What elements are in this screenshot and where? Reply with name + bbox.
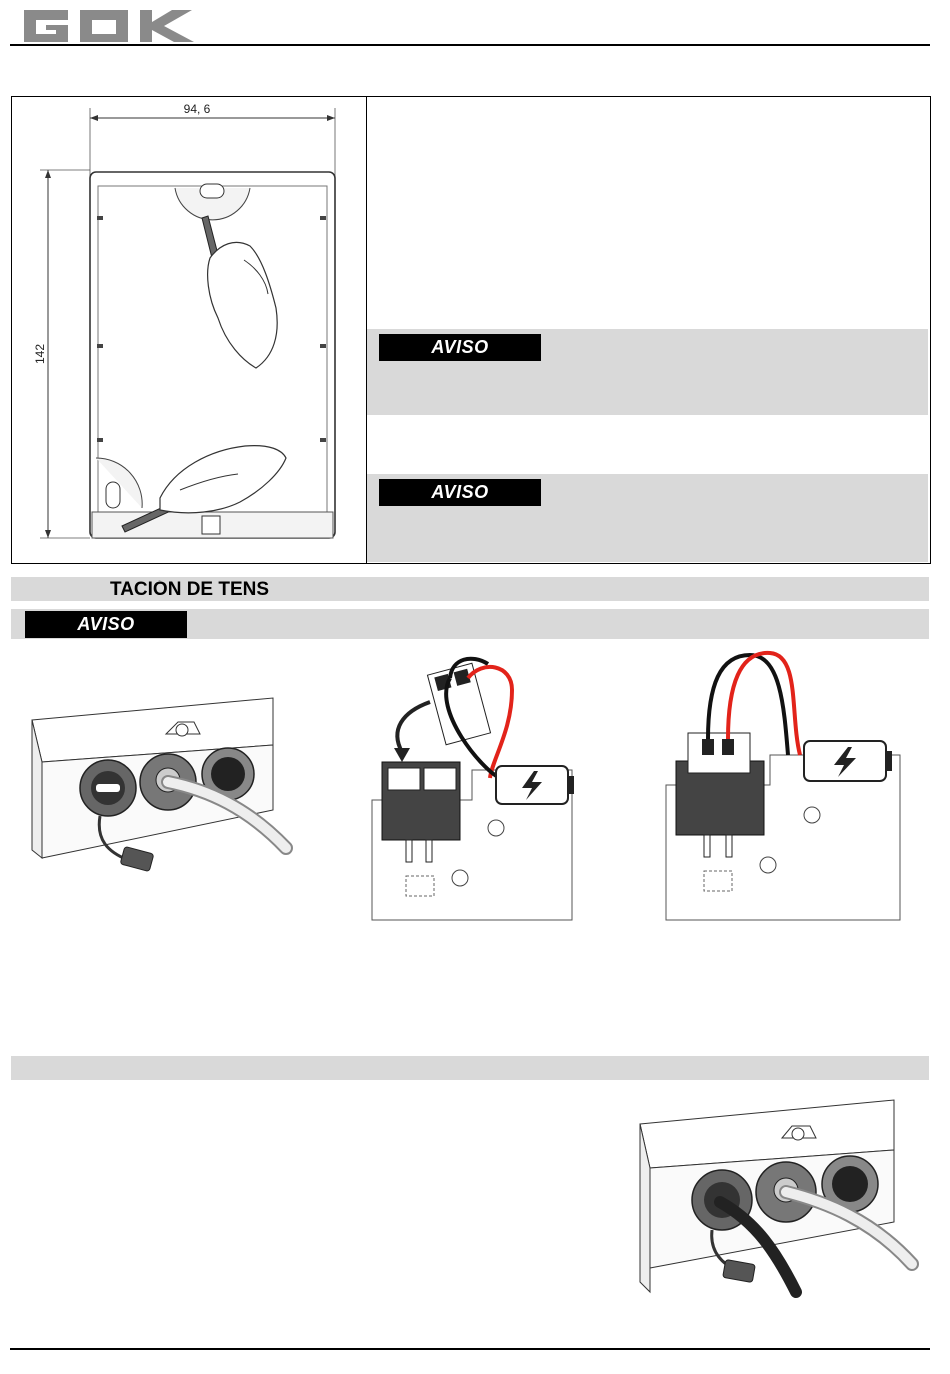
cable-gland-illustration-1 <box>28 690 298 880</box>
section-header-band-2 <box>11 1056 929 1080</box>
battery-bolt-icon <box>804 741 892 781</box>
logo-text: GOK <box>22 8 25 9</box>
aviso-badge-3: AVISO <box>25 611 187 638</box>
connector-illustration-1 <box>362 650 582 930</box>
height-dimension-label: 142 <box>33 343 47 365</box>
battery-bolt-icon <box>496 766 574 804</box>
aviso-badge-1: AVISO <box>379 334 541 361</box>
gok-logo <box>22 8 204 44</box>
mounting-drawing <box>30 98 360 558</box>
connector-illustration-2 <box>660 645 910 930</box>
cable-gland-illustration-2 <box>636 1092 921 1302</box>
width-dimension-label: 94, 6 <box>183 102 211 116</box>
curved-arrow-icon <box>397 702 430 752</box>
header-rule <box>10 44 930 46</box>
footer-rule <box>10 1348 930 1350</box>
aviso-badge-2: AVISO <box>379 479 541 506</box>
section-title: TACIÓN DE TENS <box>110 580 270 600</box>
